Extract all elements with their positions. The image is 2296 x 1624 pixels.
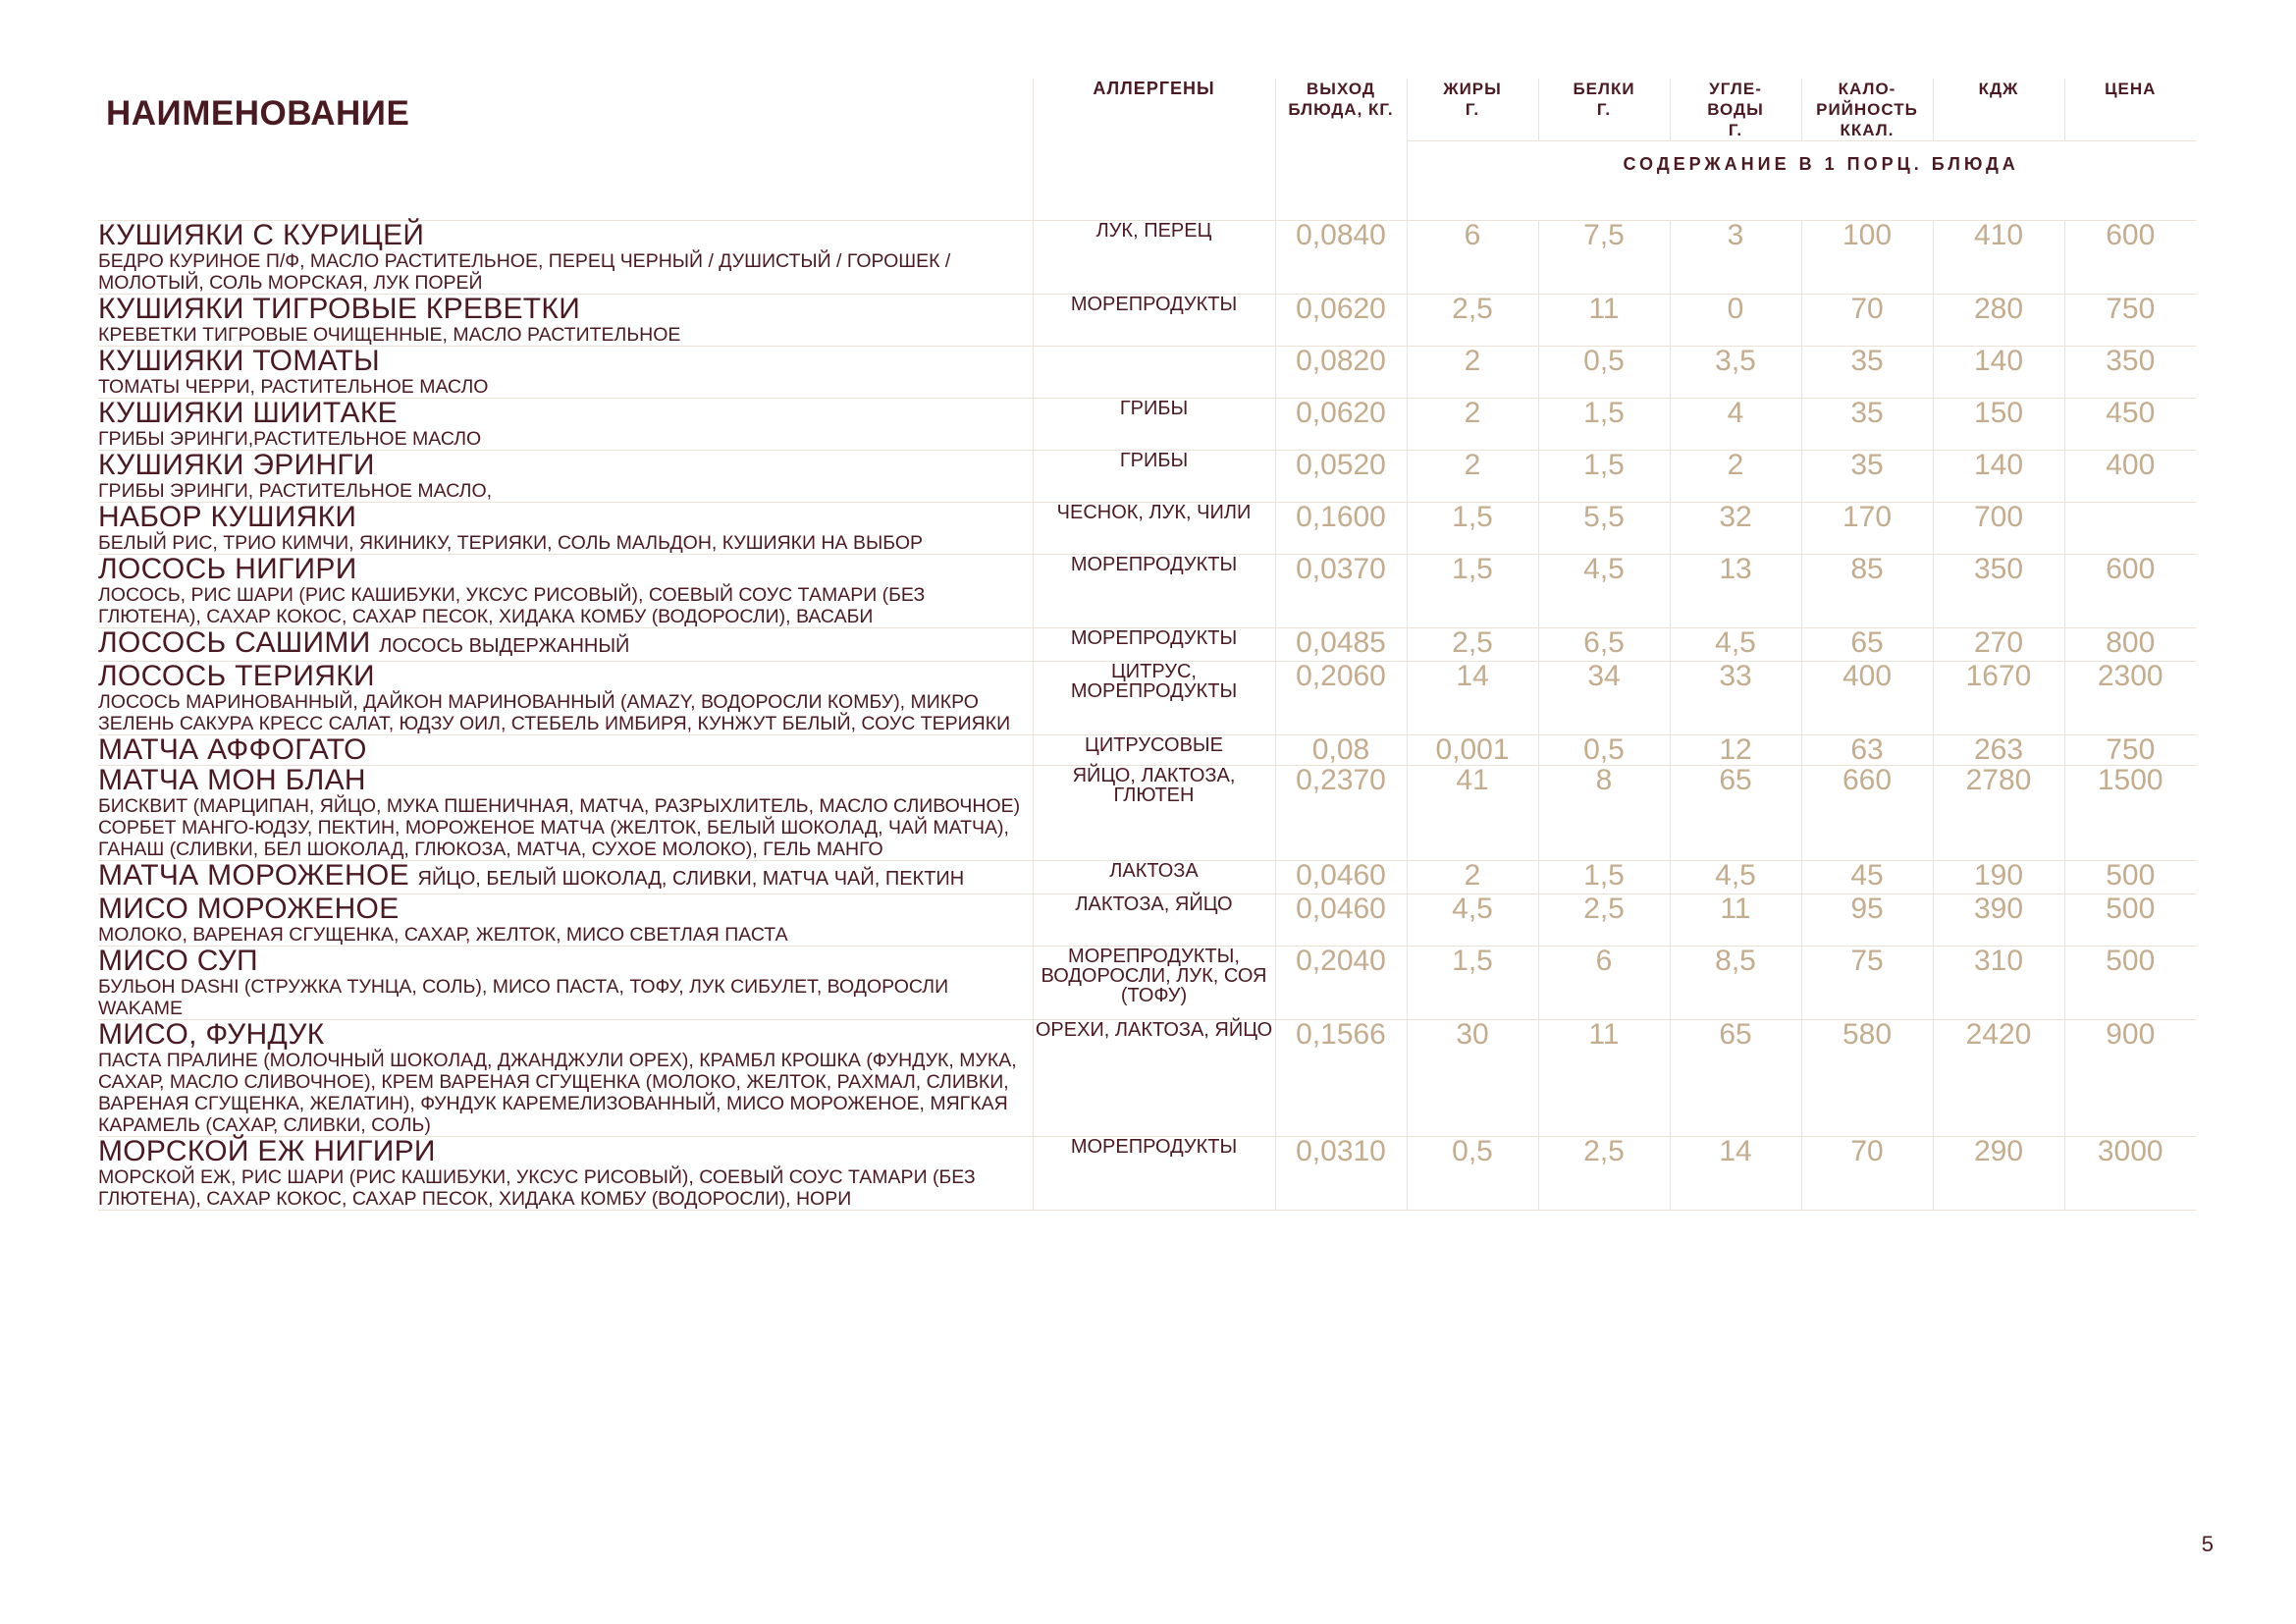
dish-name — [98, 735, 1033, 765]
protein-cell: 6 — [1538, 947, 1670, 1020]
dish-title: МАТЧА МОРОЖЕНОЕ — [98, 859, 409, 892]
yield-cell: 0,0820 — [1275, 347, 1407, 399]
carbs-cell: 65 — [1670, 766, 1801, 861]
dish-title: НАБОР КУШИЯКИ — [98, 501, 357, 533]
dish-title: КУШИЯКИ С КУРИЦЕЙ — [98, 219, 425, 251]
table-row — [98, 735, 2196, 766]
dish-description: МОРСКОЙ ЕЖ, РИС ШАРИ (РИС КАШИБУКИ, УКСУС РИСОВЫЙ), СОЕВЫЙ СОУС ТАМАРИ (БЕЗ ГЛЮТЕНА), САХАР КОКОС, САХАР ПЕСОК, ХИДАКА КОМБУ (ВОДОРОСЛИ), НОРИ — [98, 1166, 976, 1210]
fat-cell: 41 — [1407, 766, 1538, 861]
fat-cell: 30 — [1407, 1020, 1538, 1137]
dish-description: ЛОСОСЬ МАРИНОВАННЫЙ, ДАЙКОН МАРИНОВАННЫЙ (AMAZY, ВОДОРОСЛИ КОМБУ), МИКРО ЗЕЛЕНЬ САКУРА КРЕСС САЛАТ, ЮДЗУ ОИЛ, СТЕБЕЛЬ ИМБИРЯ, КУНЖУТ БЕЛЫЙ, СОУС ТЕРИЯКИ — [98, 691, 1011, 734]
yield-cell: 0,2060 — [1275, 662, 1407, 735]
dish-name — [98, 295, 1033, 324]
dish-cell — [98, 894, 1033, 947]
carbs-cell: 11 — [1670, 894, 1801, 947]
kj-cell: 700 — [1933, 503, 2064, 555]
price-cell: 500 — [2064, 947, 2196, 1020]
protein-cell: 8 — [1538, 766, 1670, 861]
carbs-cell: 13 — [1670, 555, 1801, 628]
dish-inline-desc: ЯЙЦО, БЕЛЫЙ ШОКОЛАД, СЛИВКИ, МАТЧА ЧАЙ, ПЕКТИН — [417, 868, 965, 890]
table-row — [98, 399, 2196, 451]
kcal-cell: 75 — [1801, 947, 1933, 1020]
dish-name — [98, 1020, 1033, 1050]
price-cell: 750 — [2064, 735, 2196, 766]
dish-description: ЛОСОСЬ, РИС ШАРИ (РИС КАШИБУКИ, УКСУС РИСОВЫЙ), СОЕВЫЙ СОУС ТАМАРИ (БЕЗ ГЛЮТЕНА), САХАР КОКОС, САХАР ПЕСОК, ХИДАКА КОМБУ (ВОДОРОСЛИ), ВАСАБИ — [98, 584, 926, 627]
dish-description: ГРИБЫ ЭРИНГИ, РАСТИТЕЛЬНОЕ МАСЛО, — [98, 480, 493, 502]
protein-cell: 1,5 — [1538, 861, 1670, 894]
kcal-cell: 70 — [1801, 295, 1933, 347]
table-row — [98, 947, 2196, 1020]
fat-cell: 2 — [1407, 347, 1538, 399]
yield-cell: 0,0460 — [1275, 894, 1407, 947]
allergens-cell: ГРИБЫ — [1033, 399, 1275, 451]
kj-cell: 2420 — [1933, 1020, 2064, 1137]
header-protein: БЕЛКИ Г. — [1538, 79, 1670, 141]
fat-cell: 0,001 — [1407, 735, 1538, 766]
price-cell: 3000 — [2064, 1137, 2196, 1211]
fat-cell: 2 — [1407, 399, 1538, 451]
table-row — [98, 451, 2196, 503]
fat-cell: 4,5 — [1407, 894, 1538, 947]
dish-name — [98, 503, 1033, 532]
menu-items — [98, 221, 2196, 1211]
yield-cell: 0,0620 — [1275, 295, 1407, 347]
allergens-cell: ОРЕХИ, ЛАКТОЗА, ЯЙЦО — [1033, 1020, 1275, 1137]
table-row — [98, 1020, 2196, 1137]
dish-cell — [98, 662, 1033, 735]
kcal-cell: 95 — [1801, 894, 1933, 947]
dish-cell — [98, 1020, 1033, 1137]
kcal-cell: 100 — [1801, 221, 1933, 295]
price-cell: 800 — [2064, 628, 2196, 662]
protein-cell: 1,5 — [1538, 451, 1670, 503]
table-row — [98, 894, 2196, 947]
kcal-cell: 35 — [1801, 347, 1933, 399]
price-cell: 600 — [2064, 221, 2196, 295]
carbs-cell: 8,5 — [1670, 947, 1801, 1020]
dish-title: МАТЧА АФФОГАТО — [98, 733, 367, 766]
dish-title: КУШИЯКИ ТОМАТЫ — [98, 345, 381, 377]
kcal-cell: 35 — [1801, 399, 1933, 451]
fat-cell: 2,5 — [1407, 628, 1538, 662]
dish-cell — [98, 503, 1033, 555]
header-row — [98, 79, 2196, 141]
kj-cell: 290 — [1933, 1137, 2064, 1211]
dish-title: ЛОСОСЬ НИГИРИ — [98, 553, 357, 585]
kj-cell: 140 — [1933, 451, 2064, 503]
protein-cell: 2,5 — [1538, 1137, 1670, 1211]
fat-cell: 0,5 — [1407, 1137, 1538, 1211]
dish-description: БЕЛЫЙ РИС, ТРИО КИМЧИ, ЯКИНИКУ, ТЕРИЯКИ, СОЛЬ МАЛЬДОН, КУШИЯКИ НА ВЫБОР — [98, 532, 924, 554]
dish-cell — [98, 555, 1033, 628]
dish-title: КУШИЯКИ ТИГРОВЫЕ КРЕВЕТКИ — [98, 293, 581, 325]
dish-description: КРЕВЕТКИ ТИГРОВЫЕ ОЧИЩЕННЫЕ, МАСЛО РАСТИТЕЛЬНОЕ — [98, 324, 681, 346]
yield-cell: 0,0840 — [1275, 221, 1407, 295]
allergens-cell: ЛУК, ПЕРЕЦ — [1033, 221, 1275, 295]
dish-name — [98, 894, 1033, 924]
yield-cell: 0,0520 — [1275, 451, 1407, 503]
dish-title: МИСО МОРОЖЕНОЕ — [98, 893, 400, 925]
dish-cell — [98, 735, 1033, 766]
header-price: ЦЕНА — [2064, 79, 2196, 141]
carbs-cell: 4,5 — [1670, 628, 1801, 662]
kj-cell: 410 — [1933, 221, 2064, 295]
kcal-cell: 65 — [1801, 628, 1933, 662]
dish-title: МАТЧА МОН БЛАН — [98, 764, 366, 796]
table-row — [98, 662, 2196, 735]
carbs-cell: 4 — [1670, 399, 1801, 451]
dish-cell — [98, 399, 1033, 451]
table-row — [98, 861, 2196, 894]
allergens-cell: МОРЕПРОДУКТЫ — [1033, 295, 1275, 347]
kj-cell: 280 — [1933, 295, 2064, 347]
price-cell: 450 — [2064, 399, 2196, 451]
protein-cell: 11 — [1538, 295, 1670, 347]
dish-cell — [98, 451, 1033, 503]
yield-cell: 0,2040 — [1275, 947, 1407, 1020]
dish-cell — [98, 295, 1033, 347]
dish-cell — [98, 347, 1033, 399]
fat-cell: 2 — [1407, 861, 1538, 894]
dish-title: КУШИЯКИ ШИИТАКЕ — [98, 397, 398, 429]
dish-cell — [98, 1137, 1033, 1211]
dish-name — [98, 399, 1033, 428]
fat-cell: 1,5 — [1407, 555, 1538, 628]
dish-description: ГРИБЫ ЭРИНГИ,РАСТИТЕЛЬНОЕ МАСЛО — [98, 428, 482, 450]
fat-cell: 14 — [1407, 662, 1538, 735]
header-name: НАИМЕНОВАНИЕ — [106, 94, 410, 133]
page-number: 5 — [2201, 1532, 2214, 1556]
allergens-cell: ЛАКТОЗА, ЯЙЦО — [1033, 894, 1275, 947]
nutrition-table — [98, 79, 2196, 1211]
kcal-cell: 580 — [1801, 1020, 1933, 1137]
kcal-cell: 85 — [1801, 555, 1933, 628]
table-row — [98, 1137, 2196, 1211]
price-cell — [2064, 503, 2196, 555]
allergens-cell: ЛАКТОЗА — [1033, 861, 1275, 894]
allergens-cell: ЯЙЦО, ЛАКТОЗА, ГЛЮТЕН — [1033, 766, 1275, 861]
carbs-cell: 33 — [1670, 662, 1801, 735]
kcal-cell: 170 — [1801, 503, 1933, 555]
header-carbs: УГЛЕ- ВОДЫ Г. — [1670, 79, 1801, 141]
fat-cell: 2,5 — [1407, 295, 1538, 347]
protein-cell: 4,5 — [1538, 555, 1670, 628]
carbs-cell: 12 — [1670, 735, 1801, 766]
kj-cell: 2780 — [1933, 766, 2064, 861]
protein-cell: 34 — [1538, 662, 1670, 735]
header-calories: КАЛО- РИЙНОСТЬ ККАЛ. — [1801, 79, 1933, 141]
yield-cell: 0,0370 — [1275, 555, 1407, 628]
allergens-cell: МОРЕПРОДУКТЫ — [1033, 628, 1275, 662]
price-cell: 1500 — [2064, 766, 2196, 861]
price-cell: 500 — [2064, 894, 2196, 947]
dish-description: БУЛЬОН DASHI (СТРУЖКА ТУНЦА, СОЛЬ), МИСО ПАСТА, ТОФУ, ЛУК СИБУЛЕТ, ВОДОРОСЛИ WAKAME — [98, 976, 949, 1019]
dish-name — [98, 947, 1033, 976]
dish-cell — [98, 766, 1033, 861]
kj-cell: 263 — [1933, 735, 2064, 766]
price-cell: 600 — [2064, 555, 2196, 628]
protein-cell: 6,5 — [1538, 628, 1670, 662]
dish-name — [98, 347, 1033, 376]
protein-cell: 0,5 — [1538, 347, 1670, 399]
kj-cell: 350 — [1933, 555, 2064, 628]
dish-name — [98, 662, 1033, 691]
dish-description: БЕДРО КУРИНОЕ П/Ф, МАСЛО РАСТИТЕЛЬНОЕ, ПЕРЕЦ ЧЕРНЫЙ / ДУШИСТЫЙ / ГОРОШЕК / МОЛОТЫЙ, СОЛЬ МОРСКАЯ, ЛУК ПОРЕЙ — [98, 250, 951, 294]
kcal-cell: 45 — [1801, 861, 1933, 894]
fat-cell: 2 — [1407, 451, 1538, 503]
yield-cell: 0,0485 — [1275, 628, 1407, 662]
yield-cell: 0,2370 — [1275, 766, 1407, 861]
allergens-cell: ЦИТРУС, МОРЕПРОДУКТЫ — [1033, 662, 1275, 735]
dish-title: ЛОСОСЬ ТЕРИЯКИ — [98, 660, 375, 692]
kcal-cell: 660 — [1801, 766, 1933, 861]
fat-cell: 6 — [1407, 221, 1538, 295]
dish-name — [98, 628, 1033, 661]
carbs-cell: 3 — [1670, 221, 1801, 295]
carbs-cell: 14 — [1670, 1137, 1801, 1211]
yield-cell: 0,08 — [1275, 735, 1407, 766]
carbs-cell: 2 — [1670, 451, 1801, 503]
header-subrow — [98, 141, 2196, 221]
carbs-cell: 32 — [1670, 503, 1801, 555]
table-row — [98, 628, 2196, 662]
header-fat: ЖИРЫ Г. — [1407, 79, 1538, 141]
dish-cell — [98, 221, 1033, 295]
protein-cell: 11 — [1538, 1020, 1670, 1137]
dish-description: ПАСТА ПРАЛИНЕ (МОЛОЧНЫЙ ШОКОЛАД, ДЖАНДЖУЛИ ОРЕХ), КРАМБЛ КРОШКА (ФУНДУК, МУКА, САХАР, МАСЛО СЛИВОЧНОЕ), КРЕМ ВАРЕНАЯ СГУЩЕНКА (МОЛОКО, ЖЕЛТОК, РАХМАЛ, СЛИВКИ, ВАРЕНАЯ СГУЩЕНКА, ЖЕЛАТИН), ФУНДУК КАРЕМЕЛИЗОВАННЫЙ, МИСО МОРОЖЕНОЕ, МЯГКАЯ КАРАМЕЛЬ (САХАР, СЛИВКИ, СОЛЬ) — [98, 1050, 1017, 1136]
allergens-cell: МОРЕПРОДУКТЫ — [1033, 1137, 1275, 1211]
dish-name — [98, 451, 1033, 480]
allergens-cell: ЦИТРУСОВЫЕ — [1033, 735, 1275, 766]
price-cell: 2300 — [2064, 662, 2196, 735]
dish-description: ТОМАТЫ ЧЕРРИ, РАСТИТЕЛЬНОЕ МАСЛО — [98, 376, 489, 398]
dish-cell — [98, 628, 1033, 662]
allergens-cell: ЧЕСНОК, ЛУК, ЧИЛИ — [1033, 503, 1275, 555]
carbs-cell: 4,5 — [1670, 861, 1801, 894]
allergens-cell — [1033, 347, 1275, 399]
kcal-cell: 70 — [1801, 1137, 1933, 1211]
dish-cell — [98, 947, 1033, 1020]
carbs-cell: 3,5 — [1670, 347, 1801, 399]
header-kj: КДЖ — [1933, 79, 2064, 141]
price-cell: 500 — [2064, 861, 2196, 894]
dish-description: МОЛОКО, ВАРЕНАЯ СГУЩЕНКА, САХАР, ЖЕЛТОК, МИСО СВЕТЛАЯ ПАСТА — [98, 924, 788, 946]
protein-cell: 5,5 — [1538, 503, 1670, 555]
fat-cell: 1,5 — [1407, 503, 1538, 555]
kj-cell: 390 — [1933, 894, 2064, 947]
portion-note: СОДЕРЖАНИЕ В 1 ПОРЦ. БЛЮДА — [1407, 141, 2196, 221]
allergens-cell: МОРЕПРОДУКТЫ — [1033, 555, 1275, 628]
fat-cell: 1,5 — [1407, 947, 1538, 1020]
protein-cell: 0,5 — [1538, 735, 1670, 766]
yield-cell: 0,1566 — [1275, 1020, 1407, 1137]
carbs-cell: 65 — [1670, 1020, 1801, 1137]
header-yield: ВЫХОД БЛЮДА, КГ. — [1275, 79, 1407, 141]
yield-cell: 0,0620 — [1275, 399, 1407, 451]
dish-title: ЛОСОСЬ САШИМИ — [98, 626, 371, 659]
table-row — [98, 555, 2196, 628]
allergens-cell: ГРИБЫ — [1033, 451, 1275, 503]
kj-cell: 150 — [1933, 399, 2064, 451]
kj-cell: 190 — [1933, 861, 2064, 894]
yield-cell: 0,0460 — [1275, 861, 1407, 894]
dish-name — [98, 766, 1033, 795]
protein-cell: 7,5 — [1538, 221, 1670, 295]
dish-inline-desc: ЛОСОСЬ ВЫДЕРЖАННЫЙ — [379, 635, 630, 657]
table-row — [98, 766, 2196, 861]
dish-title: МИСО, ФУНДУК — [98, 1018, 325, 1051]
dish-cell — [98, 861, 1033, 894]
kj-cell: 1670 — [1933, 662, 2064, 735]
dish-name — [98, 221, 1033, 250]
protein-cell: 1,5 — [1538, 399, 1670, 451]
dish-title: МОРСКОЙ ЕЖ НИГИРИ — [98, 1135, 436, 1167]
yield-cell: 0,1600 — [1275, 503, 1407, 555]
kj-cell: 270 — [1933, 628, 2064, 662]
table-row — [98, 347, 2196, 399]
price-cell: 400 — [2064, 451, 2196, 503]
dish-name — [98, 1137, 1033, 1166]
dish-name — [98, 861, 1033, 893]
kcal-cell: 400 — [1801, 662, 1933, 735]
carbs-cell: 0 — [1670, 295, 1801, 347]
table-row — [98, 221, 2196, 295]
price-cell: 900 — [2064, 1020, 2196, 1137]
kcal-cell: 35 — [1801, 451, 1933, 503]
allergens-cell: МОРЕПРОДУКТЫ, ВОДОРОСЛИ, ЛУК, СОЯ (ТОФУ) — [1033, 947, 1275, 1020]
table-row — [98, 503, 2196, 555]
kcal-cell: 63 — [1801, 735, 1933, 766]
kj-cell: 310 — [1933, 947, 2064, 1020]
table-row — [98, 295, 2196, 347]
kj-cell: 140 — [1933, 347, 2064, 399]
price-cell: 350 — [2064, 347, 2196, 399]
dish-name — [98, 555, 1033, 584]
yield-cell: 0,0310 — [1275, 1137, 1407, 1211]
price-cell: 750 — [2064, 295, 2196, 347]
header-allergens: АЛЛЕРГЕНЫ — [1033, 79, 1275, 141]
dish-title: КУШИЯКИ ЭРИНГИ — [98, 449, 375, 481]
dish-title: МИСО СУП — [98, 945, 258, 977]
protein-cell: 2,5 — [1538, 894, 1670, 947]
dish-description: БИСКВИТ (МАРЦИПАН, ЯЙЦО, МУКА ПШЕНИЧНАЯ, МАТЧА, РАЗРЫХЛИТЕЛЬ, МАСЛО СЛИВОЧНОЕ) СОРБЕТ МАНГО-ЮДЗУ, ПЕКТИН, МОРОЖЕНОЕ МАТЧА (ЖЕЛТОК, БЕЛЫЙ ШОКОЛАД, ЧАЙ МАТЧА), ГАНАШ (СЛИВКИ, БЕЛ ШОКОЛАД, ГЛЮКОЗА, МАТЧА, СУХОЕ МОЛОКО), ГЕЛЬ МАНГО — [98, 795, 1021, 860]
